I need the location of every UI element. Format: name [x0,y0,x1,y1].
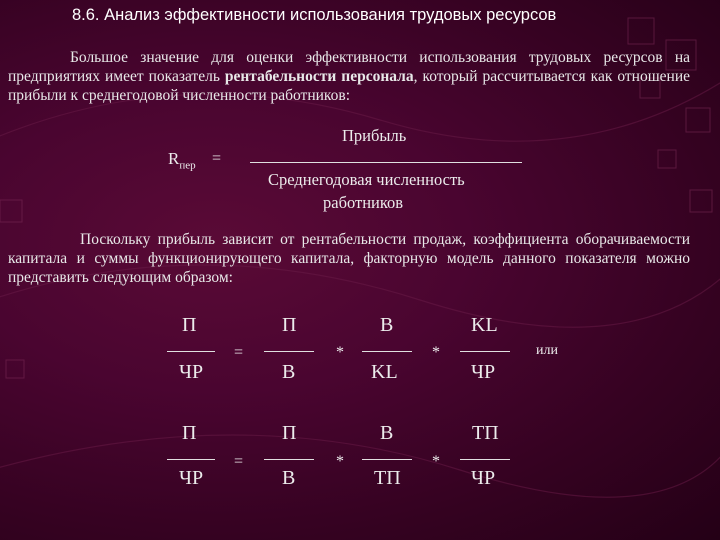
model2-lhs-numerator: П [182,422,197,444]
formula-symbol: R [168,149,180,168]
model-paragraph [8,230,690,287]
intro-emphasis: рентабельности персонала [224,68,414,85]
model2-f2-numerator: В [380,422,394,444]
model2-lhs-denominator: ЧР [179,467,204,489]
model1-f3-numerator: KL [471,314,498,336]
model2-f1-numerator: П [282,422,297,444]
slide-title: 8.6. Анализ эффективности использования трудовых ресурсов [72,6,557,24]
model2-lhs-line [167,459,215,460]
model2-f3-denominator: ЧР [471,467,496,489]
model1-multiply-1: * [336,344,344,361]
model1-f2-line [362,351,412,352]
model-connector: или [536,343,558,358]
model2-f1-line [264,459,314,460]
model1-f2-numerator: В [380,314,394,336]
model-paragraph-text: Поскольку прибыль зависит от рентабельности продаж, коэффициента оборачиваемости капитала и суммы функционирующего капитала, факторную модель данного показателя можно представить следующим образом: [8,231,690,286]
model1-f3-denominator: ЧР [471,361,496,383]
model1-lhs-line [167,351,215,352]
formula-fraction-line [250,162,522,163]
model1-lhs-numerator: П [182,314,197,336]
formula-subscript: пер [179,159,196,172]
model2-f1-denominator: В [282,467,296,489]
model2-equals: = [234,453,244,470]
model1-lhs-denominator: ЧР [179,361,204,383]
model2-f3-numerator: ТП [472,422,499,444]
model1-f1-line [264,351,314,352]
intro-paragraph [8,48,690,105]
model2-f3-line [460,459,510,460]
formula-numerator: Прибыль [342,126,407,145]
intro-tail: , который рассчитывается как отношение прибыли к среднегодовой численности работников: [8,68,690,104]
model1-multiply-2: * [432,344,440,361]
model2-multiply-1: * [336,453,344,470]
model2-f2-denominator: ТП [374,467,401,489]
model1-equals: = [234,344,244,361]
model1-f2-denominator: KL [371,361,398,383]
model2-f2-line [362,459,412,460]
intro-lead: Большое значение для оценки эффективности использования трудовых ресурсов на предприятиях имеет показатель [8,49,690,85]
model1-f3-line [460,351,510,352]
model1-f1-denominator: В [282,361,296,383]
formula-denominator-line1: Среднегодовая численность [268,170,465,189]
model2-multiply-2: * [432,453,440,470]
formula-denominator-line2: работников [323,193,404,212]
formula-equals: = [212,150,222,167]
model1-f1-numerator: П [282,314,297,336]
